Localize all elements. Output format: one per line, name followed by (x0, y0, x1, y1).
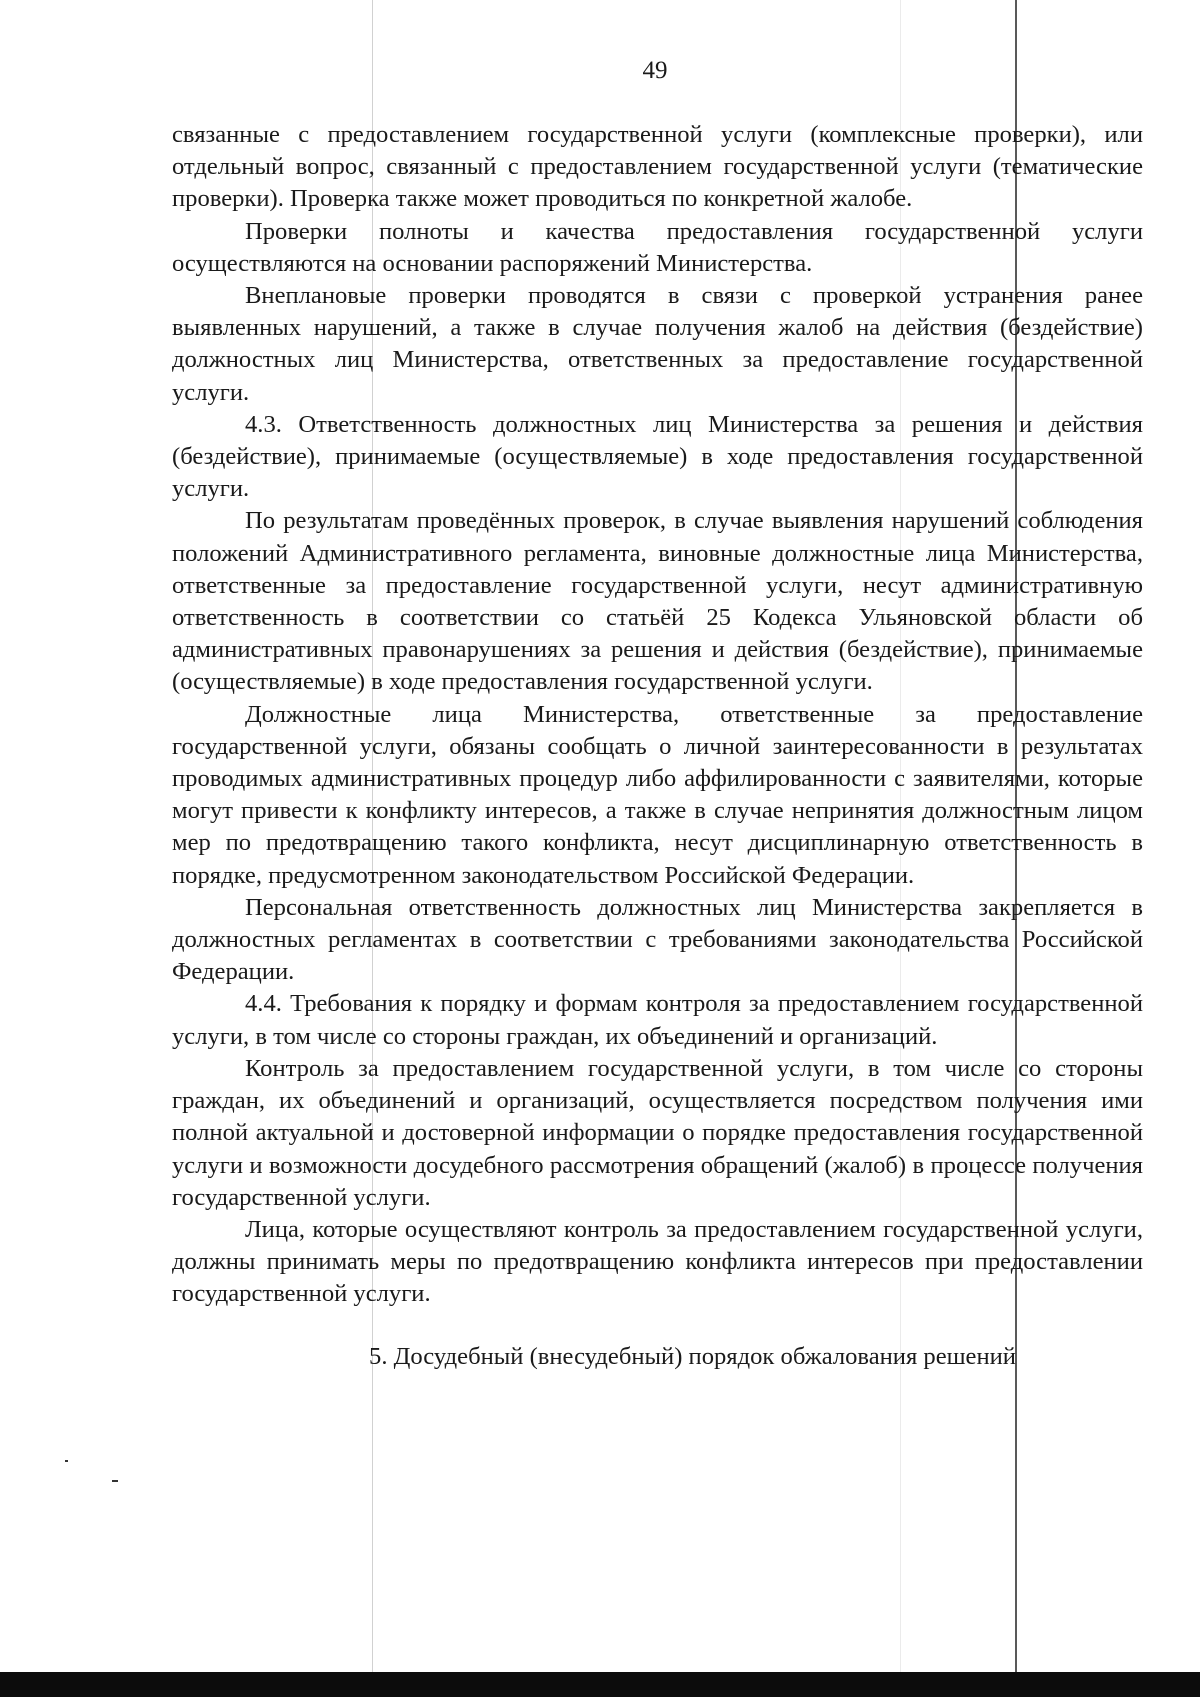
paragraph: Проверки полноты и качества предоставления государственной услуги осуществляются на основании распоряжений Министерства. (172, 217, 1143, 277)
scan-bottom-edge (0, 1672, 1200, 1697)
paragraph: Должностные лица Министерства, ответственные за предоставление государственной услуги, обязаны сообщать о личной заинтересованности в результатах проводимых административных процедур либо аффилированности с заявителями, которые могут привести к конфликту интересов, а также в случае непринятия должностным лицом мер по предотвращению такого конфликта, несут дисциплинарную ответственность в порядке, предусмотренном законодательством Российской Федерации. (172, 700, 1143, 889)
scan-speck (65, 1460, 68, 1462)
scan-speck (112, 1480, 118, 1482)
paragraph: Лица, которые осуществляют контроль за предоставлением государственной услуги, должны принимать меры по предотвращению конфликта интересов при предоставлении государственной услуги. (172, 1215, 1143, 1308)
paragraph-4-4-title: 4.4. Требования к порядку и формам контроля за предоставлением государственной услуги, в том числе со стороны граждан, их объединений и организаций. (172, 990, 1143, 1050)
document-body (172, 119, 1143, 1373)
paragraph: Персональная ответственность должностных лиц Министерства закрепляется в должностных регламентах в соответствии с требованиями законодательства Российской Федерации. (172, 893, 1143, 986)
paragraph-4-3-title: 4.3. Ответственность должностных лиц Министерства за решения и действия (бездействие), принимаемые (осуществляемые) в ходе предоставления государственной услуги. (172, 410, 1143, 503)
section-heading: 5. Досудебный (внесудебный) порядок обжалования решений (369, 1342, 1016, 1370)
paragraph: связанные с предоставлением государственной услуги (комплексные проверки), или отдельный вопрос, связанный с предоставлением государственной услуги (тематические проверки). Проверка также может проводиться по конкретной жалобе. (172, 121, 1143, 213)
paragraph: Внеплановые проверки проводятся в связи с проверкой устранения ранее выявленных нарушений, а также в случае получения жалоб на действия (бездействие) должностных лиц Министерства, ответственных за предоставление государственной услуги. (172, 282, 1143, 406)
paragraph: По результатам проведённых проверок, в случае выявления нарушений соблюдения положений Административного регламента, виновные должностные лица Министерства, ответственные за предоставление государственной услуги, несут административную ответственность в соответствии со статьёй 25 Кодекса Ульяновской области об административных правонарушениях за решения и действия (бездействие), принимаемые (осуществляемые) в ходе предоставления государственной услуги. (172, 507, 1143, 696)
page-number: 49 (642, 57, 668, 84)
paragraph: Контроль за предоставлением государственной услуги, в том числе со стороны граждан, их объединений и организаций, осуществляется посредством получения ими полной актуальной и достоверной информации о порядке предоставления государственной услуги и возможности досудебного рассмотрения обращений (жалоб) в процессе получения государственной услуги. (172, 1054, 1143, 1211)
